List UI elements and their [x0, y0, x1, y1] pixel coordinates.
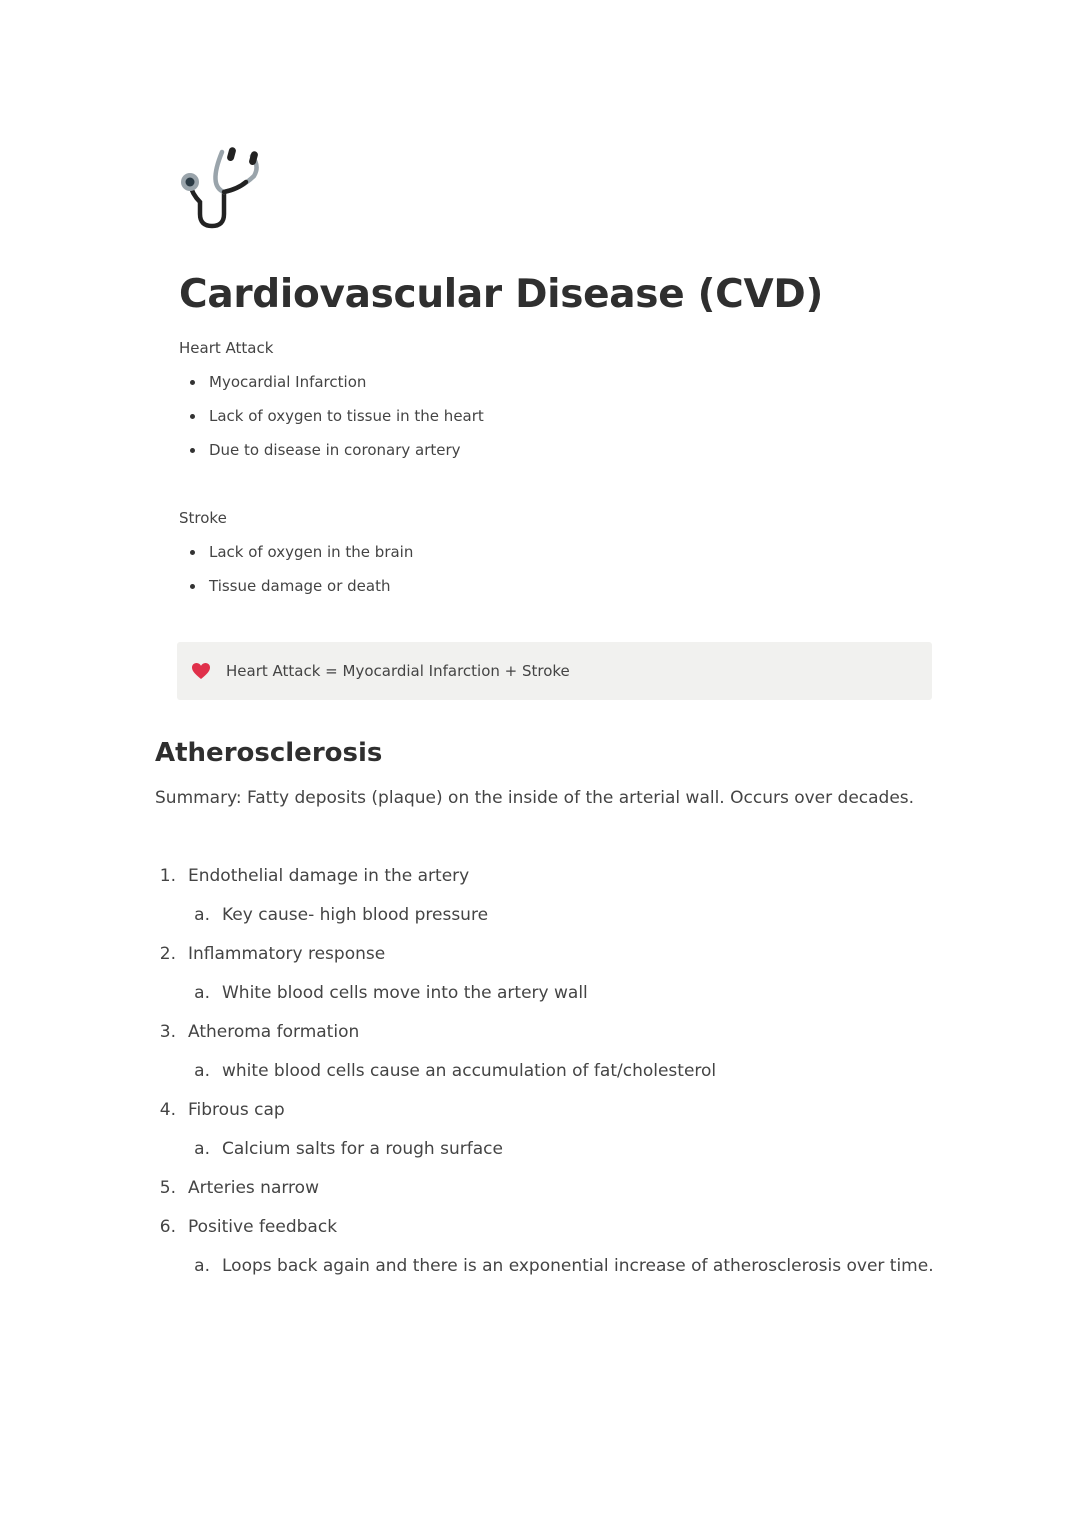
item-number: 6. [159, 1217, 176, 1237]
numbered-item [159, 1217, 338, 1237]
bullet-icon [190, 414, 195, 419]
item-letter: a. [194, 1061, 210, 1081]
sub-item [194, 1139, 503, 1159]
item-text: White blood cells move into the artery wall [222, 983, 588, 1003]
summary-text: Summary: Fatty deposits (plaque) on the inside of the arterial wall. Occurs over decades. [155, 788, 915, 808]
item-number: 2. [159, 944, 176, 964]
numbered-item [159, 866, 470, 886]
item-letter: a. [194, 1256, 210, 1276]
numbered-item [159, 1178, 319, 1198]
list-item-text: Due to disease in coronary artery [209, 441, 461, 459]
numbered-item [159, 1100, 285, 1120]
sub-item [194, 1061, 717, 1081]
item-text: Calcium salts for a rough surface [222, 1139, 503, 1159]
list-item [209, 577, 390, 595]
item-text: Arteries narrow [188, 1178, 319, 1198]
heart-icon [191, 662, 211, 684]
bullet-icon [190, 584, 195, 589]
item-letter: a. [194, 983, 210, 1003]
numbered-item [159, 1022, 360, 1042]
item-text: Inflammatory response [188, 944, 386, 964]
list-item [209, 441, 461, 459]
sub-item [194, 1256, 934, 1276]
list-item-text: Myocardial Infarction [209, 373, 367, 391]
sub-item [194, 905, 489, 925]
bullet-icon [190, 550, 195, 555]
bullet-icon [190, 448, 195, 453]
item-text: Positive feedback [188, 1217, 338, 1237]
sub-item [194, 983, 588, 1003]
heart-attack-label: Heart Attack [179, 339, 274, 357]
list-item-text: Tissue damage or death [209, 577, 391, 595]
item-text: white blood cells cause an accumulation of fat/cholesterol [222, 1061, 717, 1081]
stethoscope-icon [178, 142, 268, 236]
item-text: Loops back again and there is an exponential increase of atherosclerosis over time. [222, 1256, 934, 1276]
section-heading: Atherosclerosis [155, 738, 383, 768]
list-item [209, 543, 413, 561]
item-number: 5. [159, 1178, 176, 1198]
numbered-item [159, 944, 386, 964]
list-item-text: Lack of oxygen in the brain [209, 543, 414, 561]
callout-block [177, 642, 932, 700]
item-number: 4. [159, 1100, 176, 1120]
item-text: Atheroma formation [188, 1022, 360, 1042]
item-number: 3. [159, 1022, 176, 1042]
bullet-icon [190, 380, 195, 385]
stroke-label: Stroke [179, 509, 227, 527]
callout-text: Heart Attack = Myocardial Infarction + Stroke [226, 662, 570, 680]
item-letter: a. [194, 1139, 210, 1159]
item-text: Fibrous cap [188, 1100, 285, 1120]
list-item [209, 407, 484, 425]
item-number: 1. [159, 866, 176, 886]
page-title: Cardiovascular Disease (CVD) [179, 272, 823, 317]
item-text: Key cause- high blood pressure [222, 905, 489, 925]
list-item-text: Lack of oxygen to tissue in the heart [209, 407, 484, 425]
list-item [209, 373, 366, 391]
item-text: Endothelial damage in the artery [188, 866, 470, 886]
item-letter: a. [194, 905, 210, 925]
